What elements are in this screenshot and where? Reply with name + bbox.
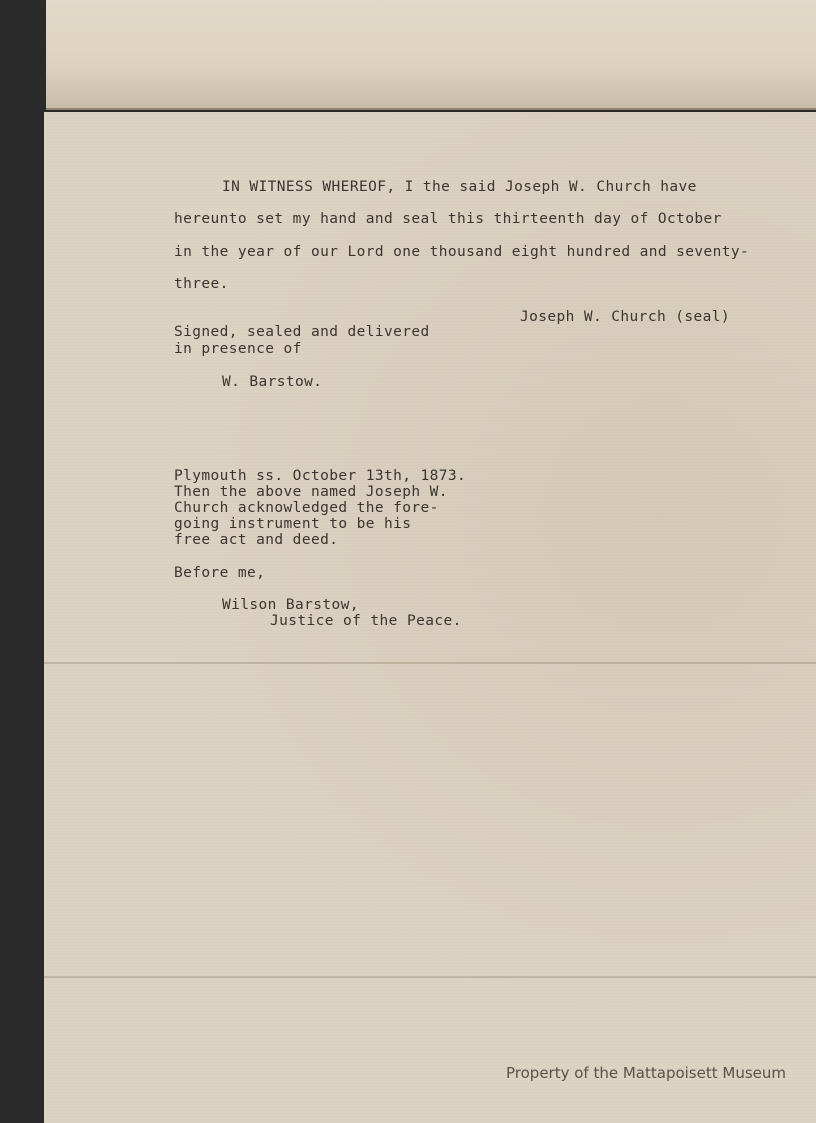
signed-line-1: Signed, sealed and delivered [174,324,430,340]
witness-line-3: in the year of our Lord one thousand eight hundred and seventy- [174,244,750,260]
acknowledgment-line-4: going instrument to be his [174,516,412,532]
witness-line-2: hereunto set my hand and seal this thirteenth day of October [174,211,722,227]
acknowledgment-line-3: Church acknowledged the fore- [174,500,439,516]
grantor-signature: Joseph W. Church (seal) [520,309,730,325]
museum-watermark: Property of the Mattapoisett Museum [506,1064,786,1082]
fold-crease [44,976,816,978]
acknowledgment-line-1: Plymouth ss. October 13th, 1873. [174,468,467,484]
fold-crease [44,662,816,664]
witness-line-4: three. [174,276,229,292]
witness-name: W. Barstow. [222,374,323,390]
before-me: Before me, [174,565,266,581]
acknowledgment-line-2: Then the above named Joseph W. [174,484,448,500]
acknowledgment-line-5: free act and deed. [174,532,339,548]
justice-name: Wilson Barstow, [222,597,359,613]
justice-title: Justice of the Peace. [270,613,462,629]
signed-line-2: in presence of [174,341,302,357]
folded-page-top [46,0,816,110]
witness-line-1: IN WITNESS WHEREOF, I the said Joseph W. Church have [222,179,697,195]
